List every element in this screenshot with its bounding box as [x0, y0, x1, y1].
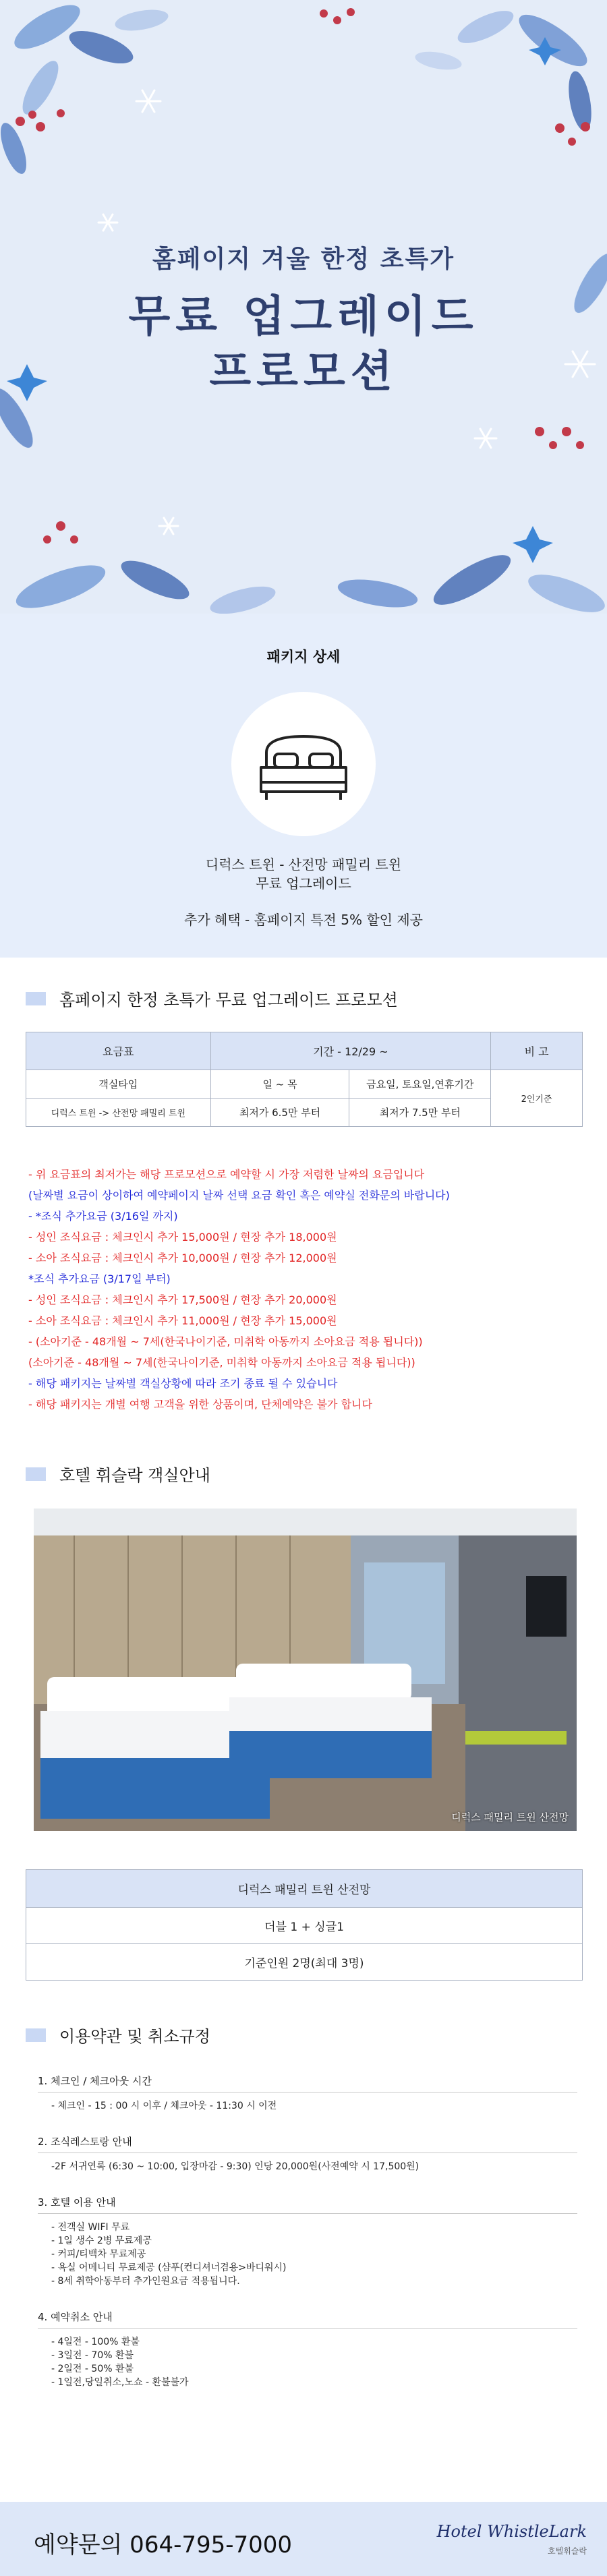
terms-section-heading: [26, 2023, 210, 2047]
bed-config-cell: 더블 1 + 싱글1: [26, 1908, 583, 1944]
promo-heading-text: 홈페이지 한정 초특가 무료 업그레이드 프로모션: [59, 991, 398, 1009]
price-table-header: [26, 1032, 583, 1070]
weekend-label: 금요일, 토요일,연휴기간: [349, 1070, 491, 1099]
hotel-room-photo: [34, 1509, 577, 1831]
logo-text: Hotel WhistleLark: [436, 2522, 587, 2541]
note-line: - 해당 패키지는 날짜별 객실상황에 따라 조기 종료 될 수 있습니다: [28, 1377, 338, 1390]
term-line: - 1일전,당일취소,노쇼 - 환불불가: [51, 2377, 189, 2388]
col-rate: 요금표: [26, 1032, 211, 1070]
table-row: [26, 1870, 583, 1908]
room-section-heading: [26, 1462, 210, 1486]
term-title: 3. 호텔 이용 안내: [38, 2195, 577, 2214]
term-line: - 8세 취학아동부터 추가인원요금 적용됩니다.: [51, 2276, 240, 2287]
note-line: - 소아 조식요금 : 체크인시 추가 10,000원 / 현장 추가 12,000원: [28, 1252, 337, 1264]
term-line: - 체크인 - 15 : 00 시 이후 / 체크아웃 - 11:30 시 이전: [51, 2101, 277, 2111]
heading-marker: [26, 1467, 46, 1481]
room-type-label: 객실타입: [26, 1070, 211, 1099]
footer: [0, 2502, 607, 2576]
hero-title-line2: 프로모션: [209, 347, 398, 397]
note-cell: 2인기준: [491, 1070, 583, 1127]
term-line: -2F 서귀연록 (6:30 ~ 10:00, 입장마감 - 9:30) 인당 20,000원(사전예약 시 17,500원): [51, 2161, 420, 2172]
package-room: 디럭스 트윈 - 산전망 패밀리 트윈: [205, 856, 402, 873]
note-line: - (소아기준 - 48개월 ~ 7세(한국나이기준, 미취학 아동까지 소아요금 적용 됩니다)): [28, 1335, 423, 1348]
term-title: 4. 예약취소 안내: [38, 2310, 577, 2329]
package-detail: [0, 614, 607, 958]
bed-icon: [231, 692, 376, 836]
note-line: - 해당 패키지는 개별 여행 고객을 위한 상품이며, 단체예약은 불가 합니다: [28, 1398, 372, 1411]
term-line: - 4일전 - 100% 환불: [51, 2337, 140, 2347]
reservation-phone[interactable]: 예약문의 064-795-7000: [34, 2531, 293, 2558]
note-line: - 성인 조식요금 : 체크인시 추가 17,500원 / 현장 추가 20,000원: [28, 1293, 337, 1306]
heading-marker: [26, 2028, 46, 2042]
term-line: - 전객실 WIFI 무료: [51, 2222, 130, 2233]
price-table: [26, 1032, 583, 1127]
table-row: [26, 1070, 583, 1099]
term-line: - 1일 생수 2병 무료제공: [51, 2235, 152, 2246]
note-line: - 위 요금표의 최저가는 해당 프로모션으로 예약할 시 가장 저렴한 날짜의 요금입니다: [28, 1168, 425, 1181]
term-cancellation: [38, 2310, 577, 2389]
term-line: - 2일전 - 50% 환불: [51, 2364, 134, 2374]
note-line: (소아기준 - 48개월 ~ 7세(한국나이기준, 미취학 아동까지 소아요금 적용 됩니다)): [28, 1356, 415, 1369]
note-line: *조식 추가요금 (3/17일 부터): [28, 1272, 171, 1285]
note-line: - 성인 조식요금 : 체크인시 추가 15,000원 / 현장 추가 18,000원: [28, 1231, 337, 1243]
package-upgrade: 무료 업그레이드: [256, 875, 351, 891]
note-line: - 소아 조식요금 : 체크인시 추가 11,000원 / 현장 추가 15,000원: [28, 1314, 337, 1327]
table-row: [26, 1908, 583, 1944]
weekday-price-cell: 최저가 6.5만 부터: [210, 1099, 349, 1127]
hero-title-line1: 무료 업그레이드: [128, 292, 479, 342]
hero-banner: [0, 0, 607, 614]
promo-section-heading: [26, 987, 398, 1010]
col-period: 기간 - 12/29 ~: [210, 1032, 491, 1070]
weekday-label: 일 ~ 목: [210, 1070, 349, 1099]
promo-notes: [28, 1164, 588, 1415]
weekend-price-cell: 최저가 7.5만 부터: [349, 1099, 491, 1127]
term-title: 1. 체크인 / 체크아웃 시간: [38, 2074, 577, 2092]
table-row: [26, 1944, 583, 1981]
col-note: 비 고: [491, 1032, 583, 1070]
hero-text-block: [0, 240, 607, 400]
room-photo-illustration: [34, 1509, 577, 1831]
term-line: - 커피/티백차 무료제공: [51, 2249, 146, 2260]
room-info-table: [26, 1869, 583, 1981]
package-heading: 패키지 상세: [266, 649, 341, 665]
logo-subtext: 호텔휘슬락: [548, 2546, 587, 2556]
term-title: 2. 조식레스토랑 안내: [38, 2134, 577, 2153]
term-checkin: [38, 2074, 577, 2113]
bed-icon-circle: [231, 692, 376, 836]
package-benefit: 추가 혜택 - 홈페이지 특전 5% 할인 제공: [184, 912, 423, 928]
photo-caption: 디럭스 패밀리 트윈 산전망: [451, 1811, 569, 1823]
note-line: (날짜별 요금이 상이하여 예약페이지 날짜 선택 요금 확인 혹은 예약실 전화문의 바랍니다): [28, 1189, 450, 1202]
term-line: - 3일전 - 70% 환불: [51, 2350, 134, 2361]
hero-subtitle: 홈페이지 겨울 한정 초특가: [152, 245, 455, 273]
term-facilities: [38, 2195, 577, 2288]
note-line: - *조식 추가요금 (3/16일 까지): [28, 1210, 178, 1223]
terms-heading-text: 이용약관 및 취소규정: [59, 2027, 210, 2046]
hotel-logo: [437, 2522, 587, 2556]
term-breakfast: [38, 2134, 577, 2173]
heading-marker: [26, 992, 46, 1005]
capacity-cell: 기준인원 2명(최대 3명): [26, 1944, 583, 1981]
term-line: - 욕실 어메니티 무료제공 (샴푸(컨디셔너겸용>바디워시): [51, 2262, 287, 2273]
terms-list: [38, 2074, 577, 2411]
room-heading-text: 호텔 휘슬락 객실안내: [59, 1466, 210, 1485]
room-name-cell: 디럭스 패밀리 트윈 산전망: [26, 1870, 583, 1908]
room-name-cell: 디럭스 트윈 -> 산전망 패밀리 트윈: [26, 1099, 211, 1127]
